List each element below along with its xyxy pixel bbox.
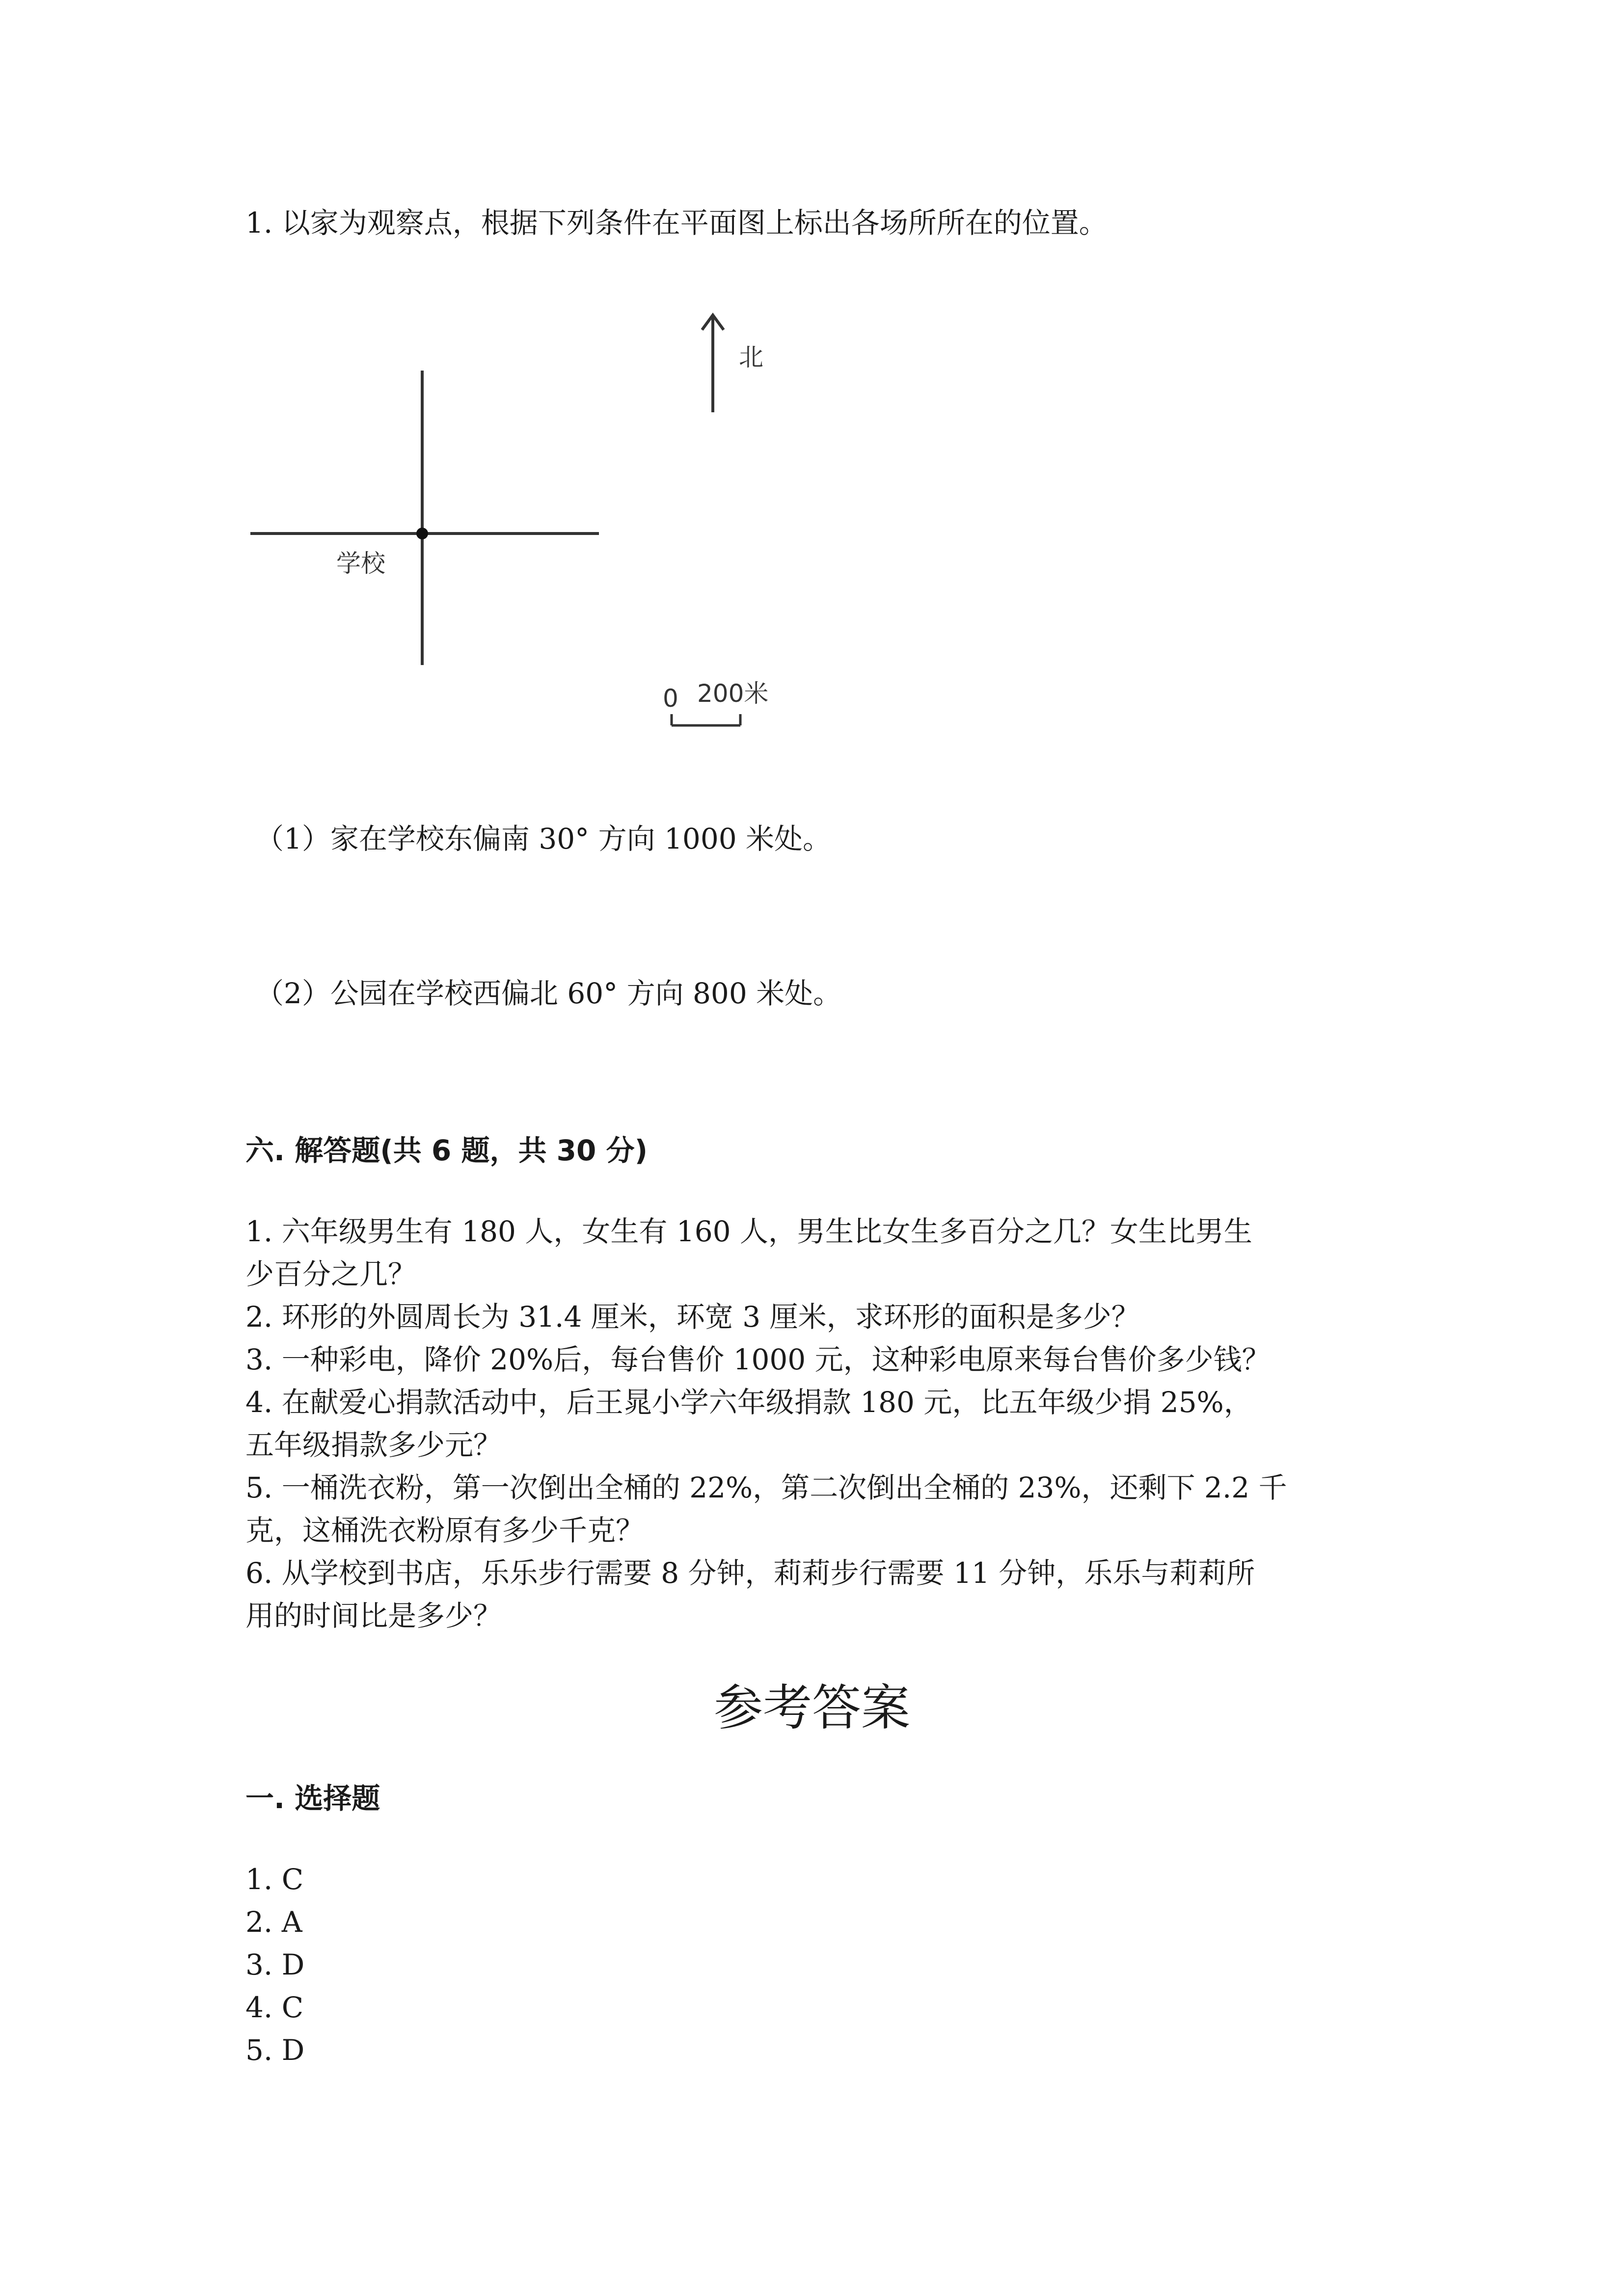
- problem-line: 4. 在献爱心捐款活动中，后王晁小学六年级捐款 180 元，比五年级少捐 25%，: [245, 1386, 1252, 1419]
- problem-line: 3. 一种彩电，降价 20%后，每台售价 1000 元，这种彩电原来每台售价多少钱？: [245, 1343, 1271, 1376]
- answer-item: 5. D: [245, 2033, 305, 2067]
- answers-section-1-heading: 一. 选择题: [245, 1782, 380, 1815]
- section-6-heading: 六. 解答题(共 6 题，共 30 分): [245, 1134, 648, 1167]
- north-label: 北: [739, 343, 763, 372]
- scale-zero-label: 0: [663, 684, 678, 713]
- problem-line: 6. 从学校到书店，乐乐步行需要 8 分钟，莉莉步行需要 11 分钟，乐乐与莉莉所: [245, 1556, 1255, 1590]
- answer-item: 4. C: [245, 1991, 304, 2024]
- problem-line: 少百分之几？: [245, 1257, 417, 1291]
- problem-line: 2. 环形的外圆周长为 31.4 厘米，环宽 3 厘米，求环形的面积是多少？: [245, 1300, 1140, 1334]
- problem-line: 5. 一桶洗衣粉，第一次倒出全桶的 22%，第二次倒出全桶的 23%，还剩下 2.2 千: [245, 1471, 1287, 1504]
- answer-item: 1. C: [245, 1863, 304, 1896]
- answer-item: 3. D: [245, 1948, 305, 1981]
- problem-line: 1. 六年级男生有 180 人，女生有 160 人，男生比女生多百分之几？女生比男生: [245, 1215, 1252, 1248]
- school-label: 学校: [336, 549, 385, 578]
- part-2: （2）公园在学校西偏北 60° 方向 800 米处。: [255, 977, 842, 1010]
- question-intro: 1. 以家为观察点，根据下列条件在平面图上标出各场所所在的位置。: [245, 206, 1108, 240]
- answers-title: 参考答案: [714, 1679, 910, 1736]
- scale-distance-label: 200米: [697, 679, 769, 708]
- problem-line: 五年级捐款多少元？: [245, 1428, 502, 1462]
- answer-item: 2. A: [245, 1905, 302, 1939]
- part-1: （1）家在学校东偏南 30° 方向 1000 米处。: [255, 822, 832, 855]
- problem-line: 用的时间比是多少？: [245, 1599, 502, 1632]
- scale-bar: [672, 714, 740, 725]
- north-arrow-icon: [702, 315, 724, 412]
- problem-line: 克，这桶洗衣粉原有多少千克？: [245, 1514, 645, 1547]
- school-point: [416, 528, 428, 539]
